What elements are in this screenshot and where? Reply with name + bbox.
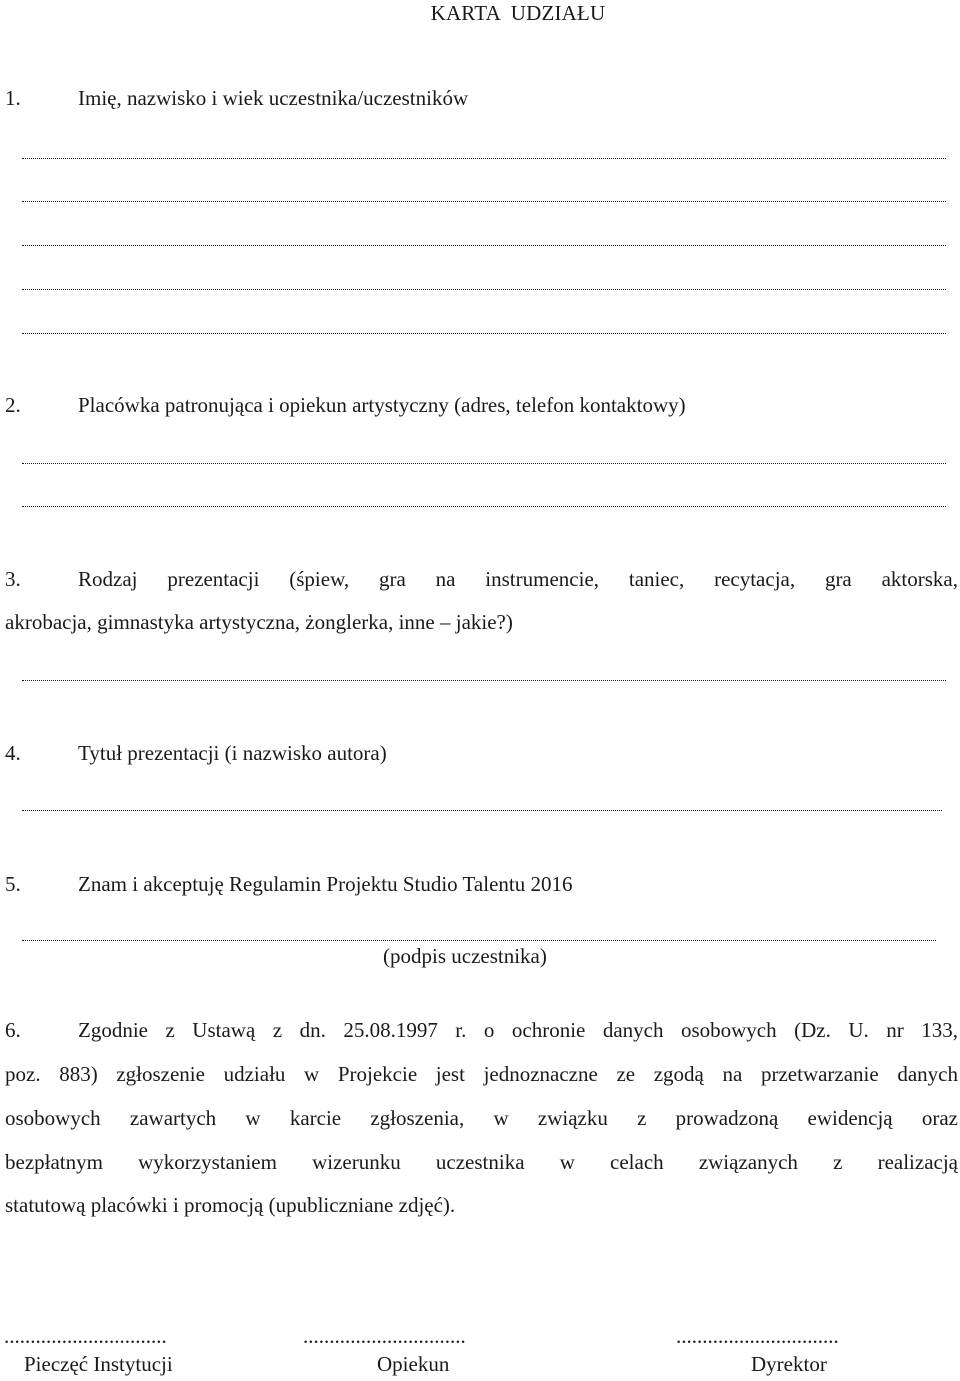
participant-line-2[interactable] bbox=[22, 181, 946, 202]
signature-caption: (podpis uczestnika) bbox=[383, 944, 547, 968]
document-title: KARTA UDZIAŁU bbox=[430, 1, 606, 25]
presentation-type-line[interactable] bbox=[22, 660, 946, 681]
section-1-label: Imię, nazwisko i wiek uczestnika/uczestników bbox=[78, 86, 469, 110]
consent-text-line-4: bezpłatnym wykorzystaniem wizerunku uczestnika w celach związanych z realizacją bbox=[5, 1150, 958, 1174]
section-4-label: Tytuł prezentacji (i nazwisko autora) bbox=[78, 741, 387, 765]
section-6-number: 6. bbox=[5, 1018, 21, 1042]
institution-line-1[interactable] bbox=[22, 443, 946, 464]
guardian-label: Opiekun bbox=[377, 1352, 450, 1376]
consent-text-line-2: poz. 883) zgłoszenie udziału w Projekcie jest jednoznaczne ze zgodą na przetwarzanie danych bbox=[5, 1062, 958, 1086]
section-4-number: 4. bbox=[5, 741, 21, 765]
section-3-label: Rodzaj prezentacji (śpiew, gra na instrumencie, taniec, recytacja, gra aktorska, bbox=[78, 567, 958, 591]
presentation-title-line[interactable] bbox=[22, 790, 942, 811]
participant-line-1[interactable] bbox=[22, 138, 946, 159]
guardian-signature-dots[interactable]: ............................... bbox=[303, 1326, 466, 1347]
participant-line-4[interactable] bbox=[22, 269, 946, 290]
section-5-label: Znam i akceptuję Regulamin Projektu Studio Talentu 2016 bbox=[78, 872, 573, 896]
participant-line-5[interactable] bbox=[22, 313, 946, 334]
consent-text-line-1: Zgodnie z Ustawą z dn. 25.08.1997 r. o ochronie danych osobowych (Dz. U. nr 133, bbox=[78, 1018, 958, 1042]
director-signature-dots[interactable]: ............................... bbox=[676, 1326, 839, 1347]
institution-line-2[interactable] bbox=[22, 486, 946, 507]
consent-text-line-3: osobowych zawartych w karcie zgłoszenia, w związku z prowadzoną ewidencją oraz bbox=[5, 1106, 958, 1130]
section-2-label: Placówka patronująca i opiekun artystyczny (adres, telefon kontaktowy) bbox=[78, 393, 686, 417]
section-3-number: 3. bbox=[5, 567, 21, 591]
section-1-number: 1. bbox=[5, 86, 21, 110]
institution-stamp-label: Pieczęć Instytucji bbox=[24, 1352, 173, 1376]
section-3-label-line2: akrobacja, gimnastyka artystyczna, żonglerka, inne – jakie?) bbox=[5, 610, 513, 634]
participant-line-3[interactable] bbox=[22, 225, 946, 246]
consent-text-line-5: statutową placówki i promocją (upubliczniane zdjęć). bbox=[5, 1193, 456, 1217]
section-5-number: 5. bbox=[5, 872, 21, 896]
institution-stamp-dots[interactable]: ............................... bbox=[4, 1326, 167, 1347]
participant-signature-line[interactable] bbox=[22, 920, 936, 941]
section-2-number: 2. bbox=[5, 393, 21, 417]
director-label: Dyrektor bbox=[751, 1352, 827, 1376]
